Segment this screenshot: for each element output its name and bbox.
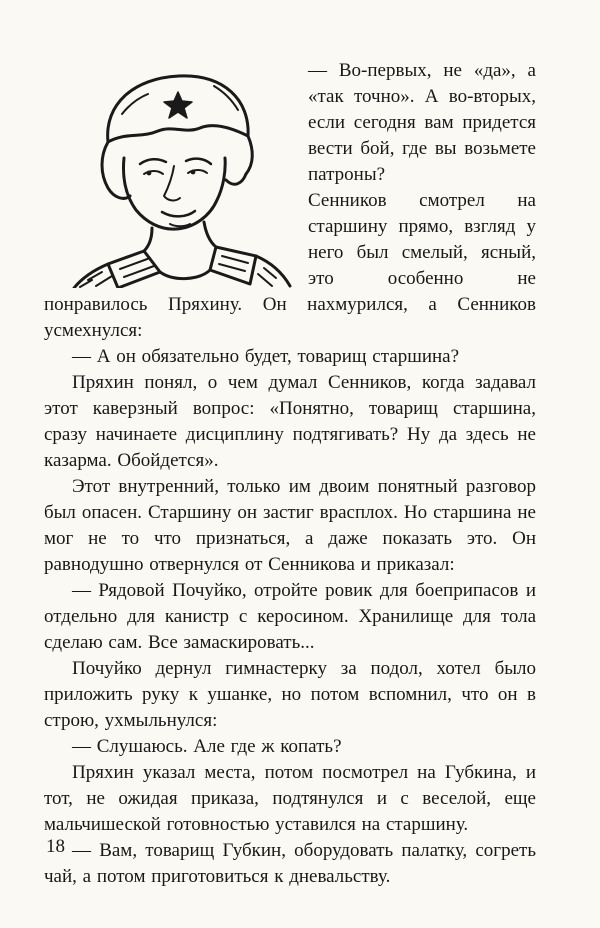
- eyes: [144, 170, 207, 174]
- collar-right: [210, 247, 256, 284]
- soldier-drawing-svg: [64, 58, 296, 288]
- paragraph: — Во-первых, не «да», а «так точно». А во-вторых, если сегодня вам придется вести бой, где вы возьмете патроны?: [308, 60, 536, 185]
- right-ear: [226, 174, 246, 184]
- paragraph: — Слушаюсь. Але где ж копать?: [72, 736, 342, 757]
- paragraph: — Вам, товарищ Губкин, оборудовать палатку, согреть чай, а потом приготовиться к дневальству.: [44, 840, 536, 887]
- paragraph: Пряхин понял, о чем думал Сенников, когда задавал этот каверзный вопрос: «Понятно, товарищ старшина, сразу начинаете дисциплину подтягивать? Ну да здесь не казарма. Обойдется».: [44, 372, 536, 471]
- collar-left: [108, 251, 160, 288]
- paragraph: Этот внутренний, только им двоим понятный разговор был опасен. Старшину он застиг врасплох. Но старшина не мог не то что признаться, а даже показать это. Он равнодушно отвернулся от Сенникова и приказал:: [44, 476, 536, 575]
- shoulder-left: [74, 264, 108, 288]
- hat-fur-band: [108, 126, 248, 142]
- page-number: 18: [46, 836, 65, 857]
- chest: [160, 270, 210, 279]
- paragraph: — А он обязательно будет, товарищ старшина?: [72, 346, 460, 367]
- soldier-illustration: [64, 58, 296, 288]
- paragraph: — Рядовой Почуйко, отройте ровик для боеприпасов и отдельно для канистр с керосином. Хранилище для тола сделаю сам. Все замаскировать...: [44, 580, 536, 653]
- shoulder-right: [256, 256, 290, 286]
- nose: [164, 166, 180, 200]
- chin-line: [170, 224, 190, 226]
- hat-right-flap: [246, 136, 252, 174]
- collar-tab-right: [219, 256, 248, 271]
- collar-tab-left: [120, 258, 154, 277]
- left-pupil: [147, 171, 152, 176]
- eyebrows: [140, 159, 211, 164]
- mouth-smirk: [162, 211, 195, 216]
- star-icon: [164, 92, 192, 118]
- paragraph: Пряхин указал места, потом посмотрел на Губкина, и тот, не ожидая приказа, подтянулся и с веселой, еще мальчишеской готовностью уставился на старшину.: [44, 762, 536, 835]
- paragraph: Сенников смотрел на старшину прямо, взгляд у него был смелый, ясный, это особенно не понравилось Пряхину. Он нахмурился, а Сенников усмехнулся:: [44, 190, 536, 341]
- right-pupil: [191, 170, 196, 175]
- paragraph: Почуйко дернул гимнастерку за подол, хотел было приложить руку к ушанке, но потом вспомнил, что он в строю, ухмыльнулся:: [44, 658, 536, 731]
